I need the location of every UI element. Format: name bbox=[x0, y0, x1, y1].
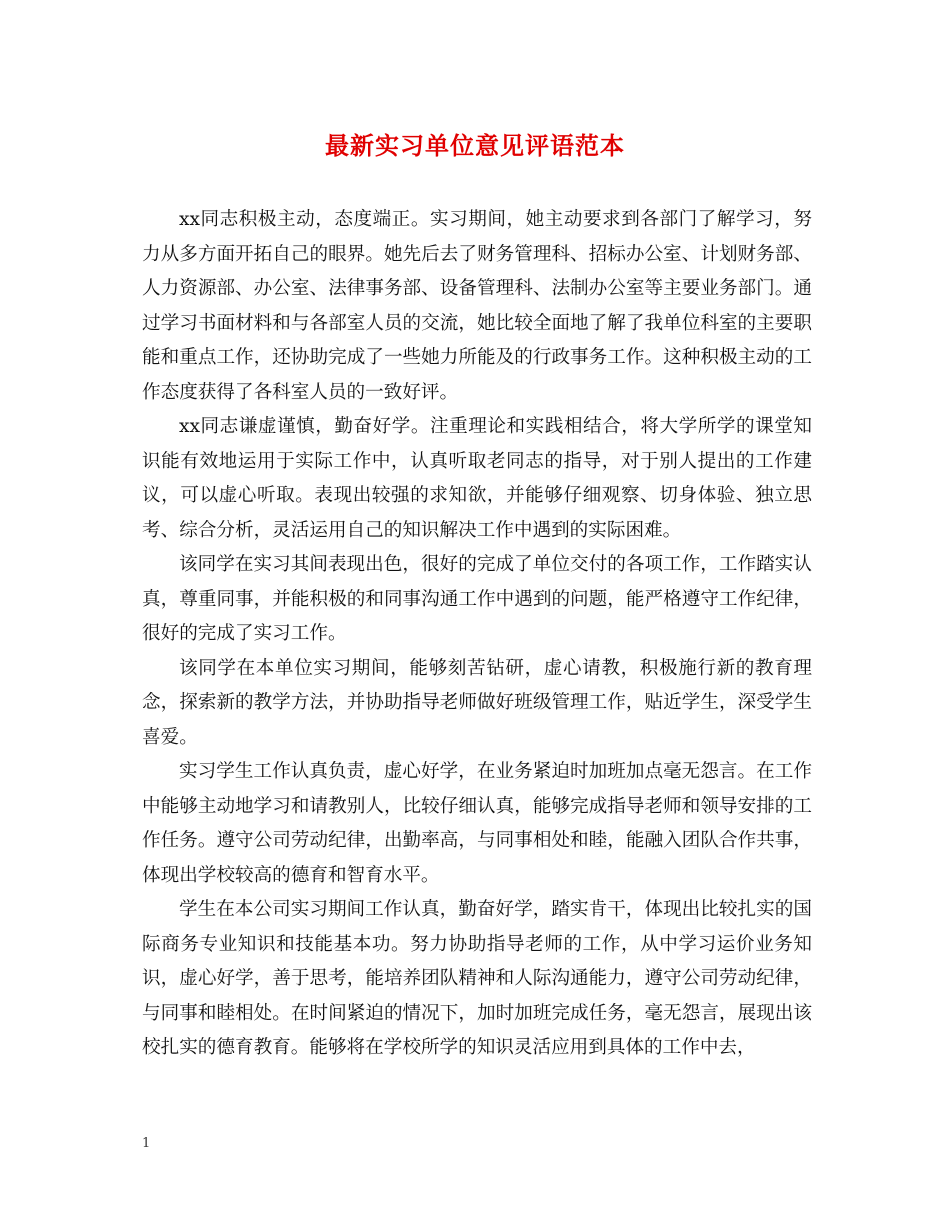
paragraph-3: 该同学在实习其间表现出色，很好的完成了单位交付的各项工作，工作踏实认真，尊重同事，并能积极的和同事沟通工作中遇到的问题，能严格遵守工作纪律，很好的完成了实习工作。 bbox=[142, 554, 812, 644]
paragraph-4: 该同学在本单位实习期间，能够刻苦钻研，虚心请教，积极施行新的教育理念，探索新的教学方法，并协助指导老师做好班级管理工作，贴近学生，深受学生喜爱。 bbox=[142, 657, 812, 748]
paragraph-6: 学生在本公司实习期间工作认真，勤奋好学，踏实肯干，体现出比较扎实的国际商务专业知识和技能基本功。努力协助指导老师的工作，从中学习运价业务知识，虚心好学，善于思考，能培养团队精神和人际沟通能力，遵守公司劳动纪律，与同事和睦相处。在时间紧迫的情况下，加时加班完成任务，毫无怨言，展现出该校扎实的德育教育。能够将在学校所学的知识灵活应用到具体的工作中去， bbox=[142, 899, 812, 1058]
page-number: 1 bbox=[142, 1136, 151, 1151]
document-title: 最新实习单位意见评语范本 bbox=[325, 131, 625, 160]
paragraph-2: xx同志谦虚谨慎，勤奋好学。注重理论和实践相结合，将大学所学的课堂知识能有效地运用于实际工作中，认真听取老同志的指导，对于别人提出的工作建议，可以虚心听取。表现出较强的求知欲，并能够仔细观察、切身体验、独立思考、综合分析，灵活运用自己的知识解决工作中遇到的实际困难。 bbox=[142, 416, 812, 541]
paragraph-1: xx同志积极主动，态度端正。实习期间，她主动要求到各部门了解学习，努力从多方面开拓自己的眼界。她先后去了财务管理科、招标办公室、计划财务部、人力资源部、办公室、法律事务部、设备管理科、法制办公室等主要业务部门。通过学习书面材料和与各部室人员的交流，她比较全面地了解了我单位科室的主要职能和重点工作，还协助完成了一些她力所能及的行政事务工作。这种积极主动的工作态度获得了各科室人员的一致好评。 bbox=[142, 209, 812, 403]
document-body bbox=[142, 203, 812, 1066]
paragraph-5: 实习学生工作认真负责，虚心好学，在业务紧迫时加班加点毫无怨言。在工作中能够主动地学习和请教别人，比较仔细认真，能够完成指导老师和领导安排的工作任务。遵守公司劳动纪律，出勤率高，与同事相处和睦，能融入团队合作共事，体现出学校较高的德育和智育水平。 bbox=[142, 761, 812, 886]
